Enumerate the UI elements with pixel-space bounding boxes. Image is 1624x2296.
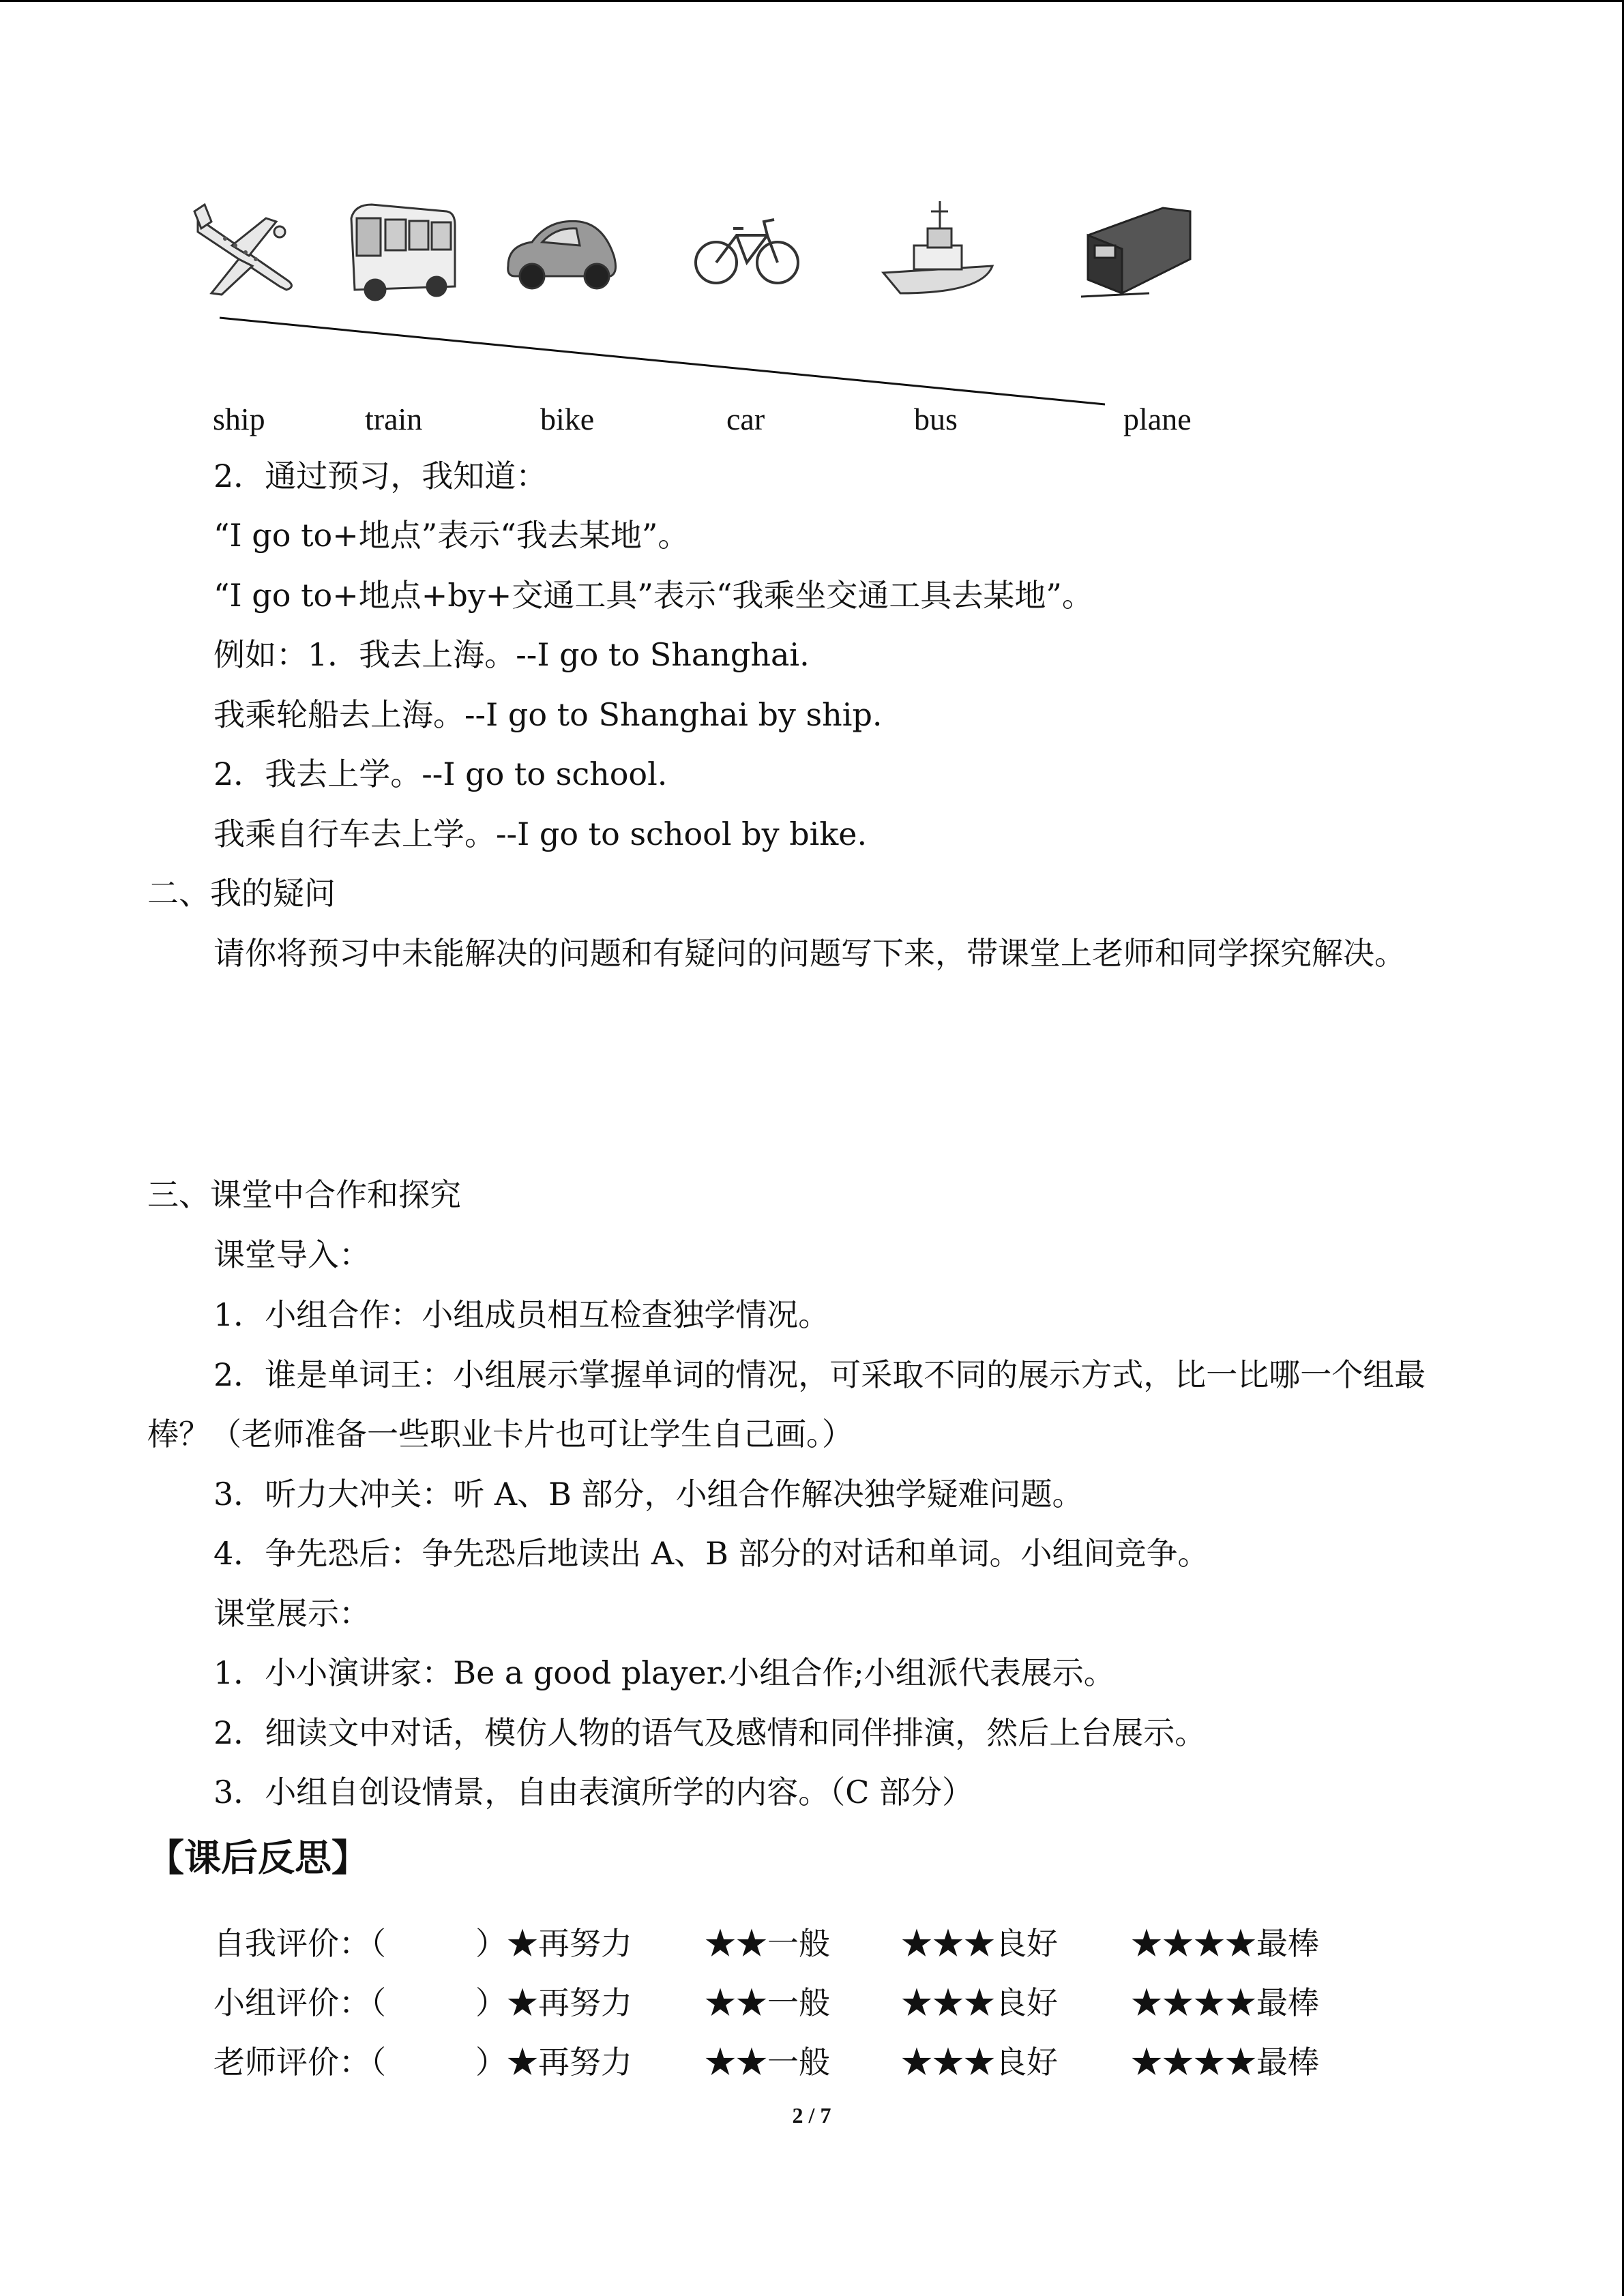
rating-row-teacher xyxy=(213,2042,1373,2083)
show-item-3: 3．小组自创设情景，自由表演所学的内容。（C 部分） xyxy=(213,1774,974,1810)
rating-option-2: ★★一般 xyxy=(705,1984,830,2021)
intro-item-1: 1．小组合作：小组成员相互检查独学情况。 xyxy=(213,1296,830,1333)
rating-close: ） xyxy=(475,1925,507,1962)
rating-option-1: ★再努力 xyxy=(507,1984,632,2021)
rating-label: 老师评价：（ xyxy=(213,2044,386,2081)
rating-option-4: ★★★★最棒 xyxy=(1131,2044,1319,2081)
rating-label: 自我评价：（ xyxy=(213,1925,386,1962)
show-item-2: 2．细读文中对话，模仿人物的语气及感情和同伴排演，然后上台展示。 xyxy=(213,1714,1207,1751)
rating-option-3: ★★★良好 xyxy=(901,2044,1058,2081)
example1b: 我乘轮船去上海。--I go to Shanghai by ship. xyxy=(213,696,883,733)
rating-row-group xyxy=(213,1982,1373,2023)
page-number: 2 / 7 xyxy=(792,2103,831,2128)
show-label: 课堂展示： xyxy=(213,1595,370,1632)
section2-title: 二、我的疑问 xyxy=(147,875,336,912)
show-item-1: 1．小小演讲家：Be a good player.小组合作;小组派代表展示。 xyxy=(213,1654,1115,1691)
intro-label: 课堂导入： xyxy=(213,1236,370,1273)
example2: 2．我去上学。--I go to school. xyxy=(213,756,668,792)
rating-option-1: ★再努力 xyxy=(507,2044,632,2081)
rule2: “I go to+地点+by+交通工具”表示“我乘坐交通工具去某地”。 xyxy=(213,577,1093,614)
word-train: train xyxy=(365,402,423,436)
rating-option-1: ★再努力 xyxy=(507,1925,632,1962)
intro-item-4: 4．争先恐后：争先恐后地读出 A、B 部分的对话和单词。小组间竞争。 xyxy=(213,1535,1209,1572)
rating-option-3: ★★★良好 xyxy=(901,1925,1058,1962)
intro-item-2: 2．谁是单词王：小组展示掌握单词的情况，可采取不同的展示方式，比一比哪一个组最 xyxy=(213,1356,1426,1393)
word-ship: ship xyxy=(213,402,265,436)
rating-label: 小组评价：（ xyxy=(213,1984,386,2021)
intro-item-2-cont: 棒？（老师准备一些职业卡片也可让学生自己画。） xyxy=(147,1416,853,1452)
intro-item-3: 3．听力大冲关：听 A、B 部分，小组合作解决独学疑难问题。 xyxy=(213,1476,1084,1512)
point2-title: 2．通过预习，我知道： xyxy=(213,458,548,494)
rule1: “I go to+地点”表示“我去某地”。 xyxy=(213,517,690,554)
rating-close: ） xyxy=(475,2044,507,2081)
word-car: car xyxy=(726,402,765,436)
rating-option-3: ★★★良好 xyxy=(901,1984,1058,2021)
section2-body: 请你将预习中未能解决的问题和有疑问的问题写下来，带课堂上老师和同学探究解决。 xyxy=(213,935,1406,972)
word-bike: bike xyxy=(540,402,595,436)
section3-title: 三、课堂中合作和探究 xyxy=(147,1176,461,1213)
rating-close: ） xyxy=(475,1984,507,2021)
rating-option-4: ★★★★最棒 xyxy=(1131,1984,1319,2021)
word-bus: bus xyxy=(914,402,958,436)
reflection-title: 【课后反思】 xyxy=(147,1836,368,1879)
example2b: 我乘自行车去上学。--I go to school by bike. xyxy=(213,816,868,852)
rating-option-2: ★★一般 xyxy=(705,1925,830,1962)
rating-option-2: ★★一般 xyxy=(705,2044,830,2081)
rating-option-4: ★★★★最棒 xyxy=(1131,1925,1319,1962)
example1: 例如：1．我去上海。--I go to Shanghai. xyxy=(213,636,810,673)
rating-row-self xyxy=(213,1923,1373,1964)
word-plane: plane xyxy=(1123,402,1192,436)
